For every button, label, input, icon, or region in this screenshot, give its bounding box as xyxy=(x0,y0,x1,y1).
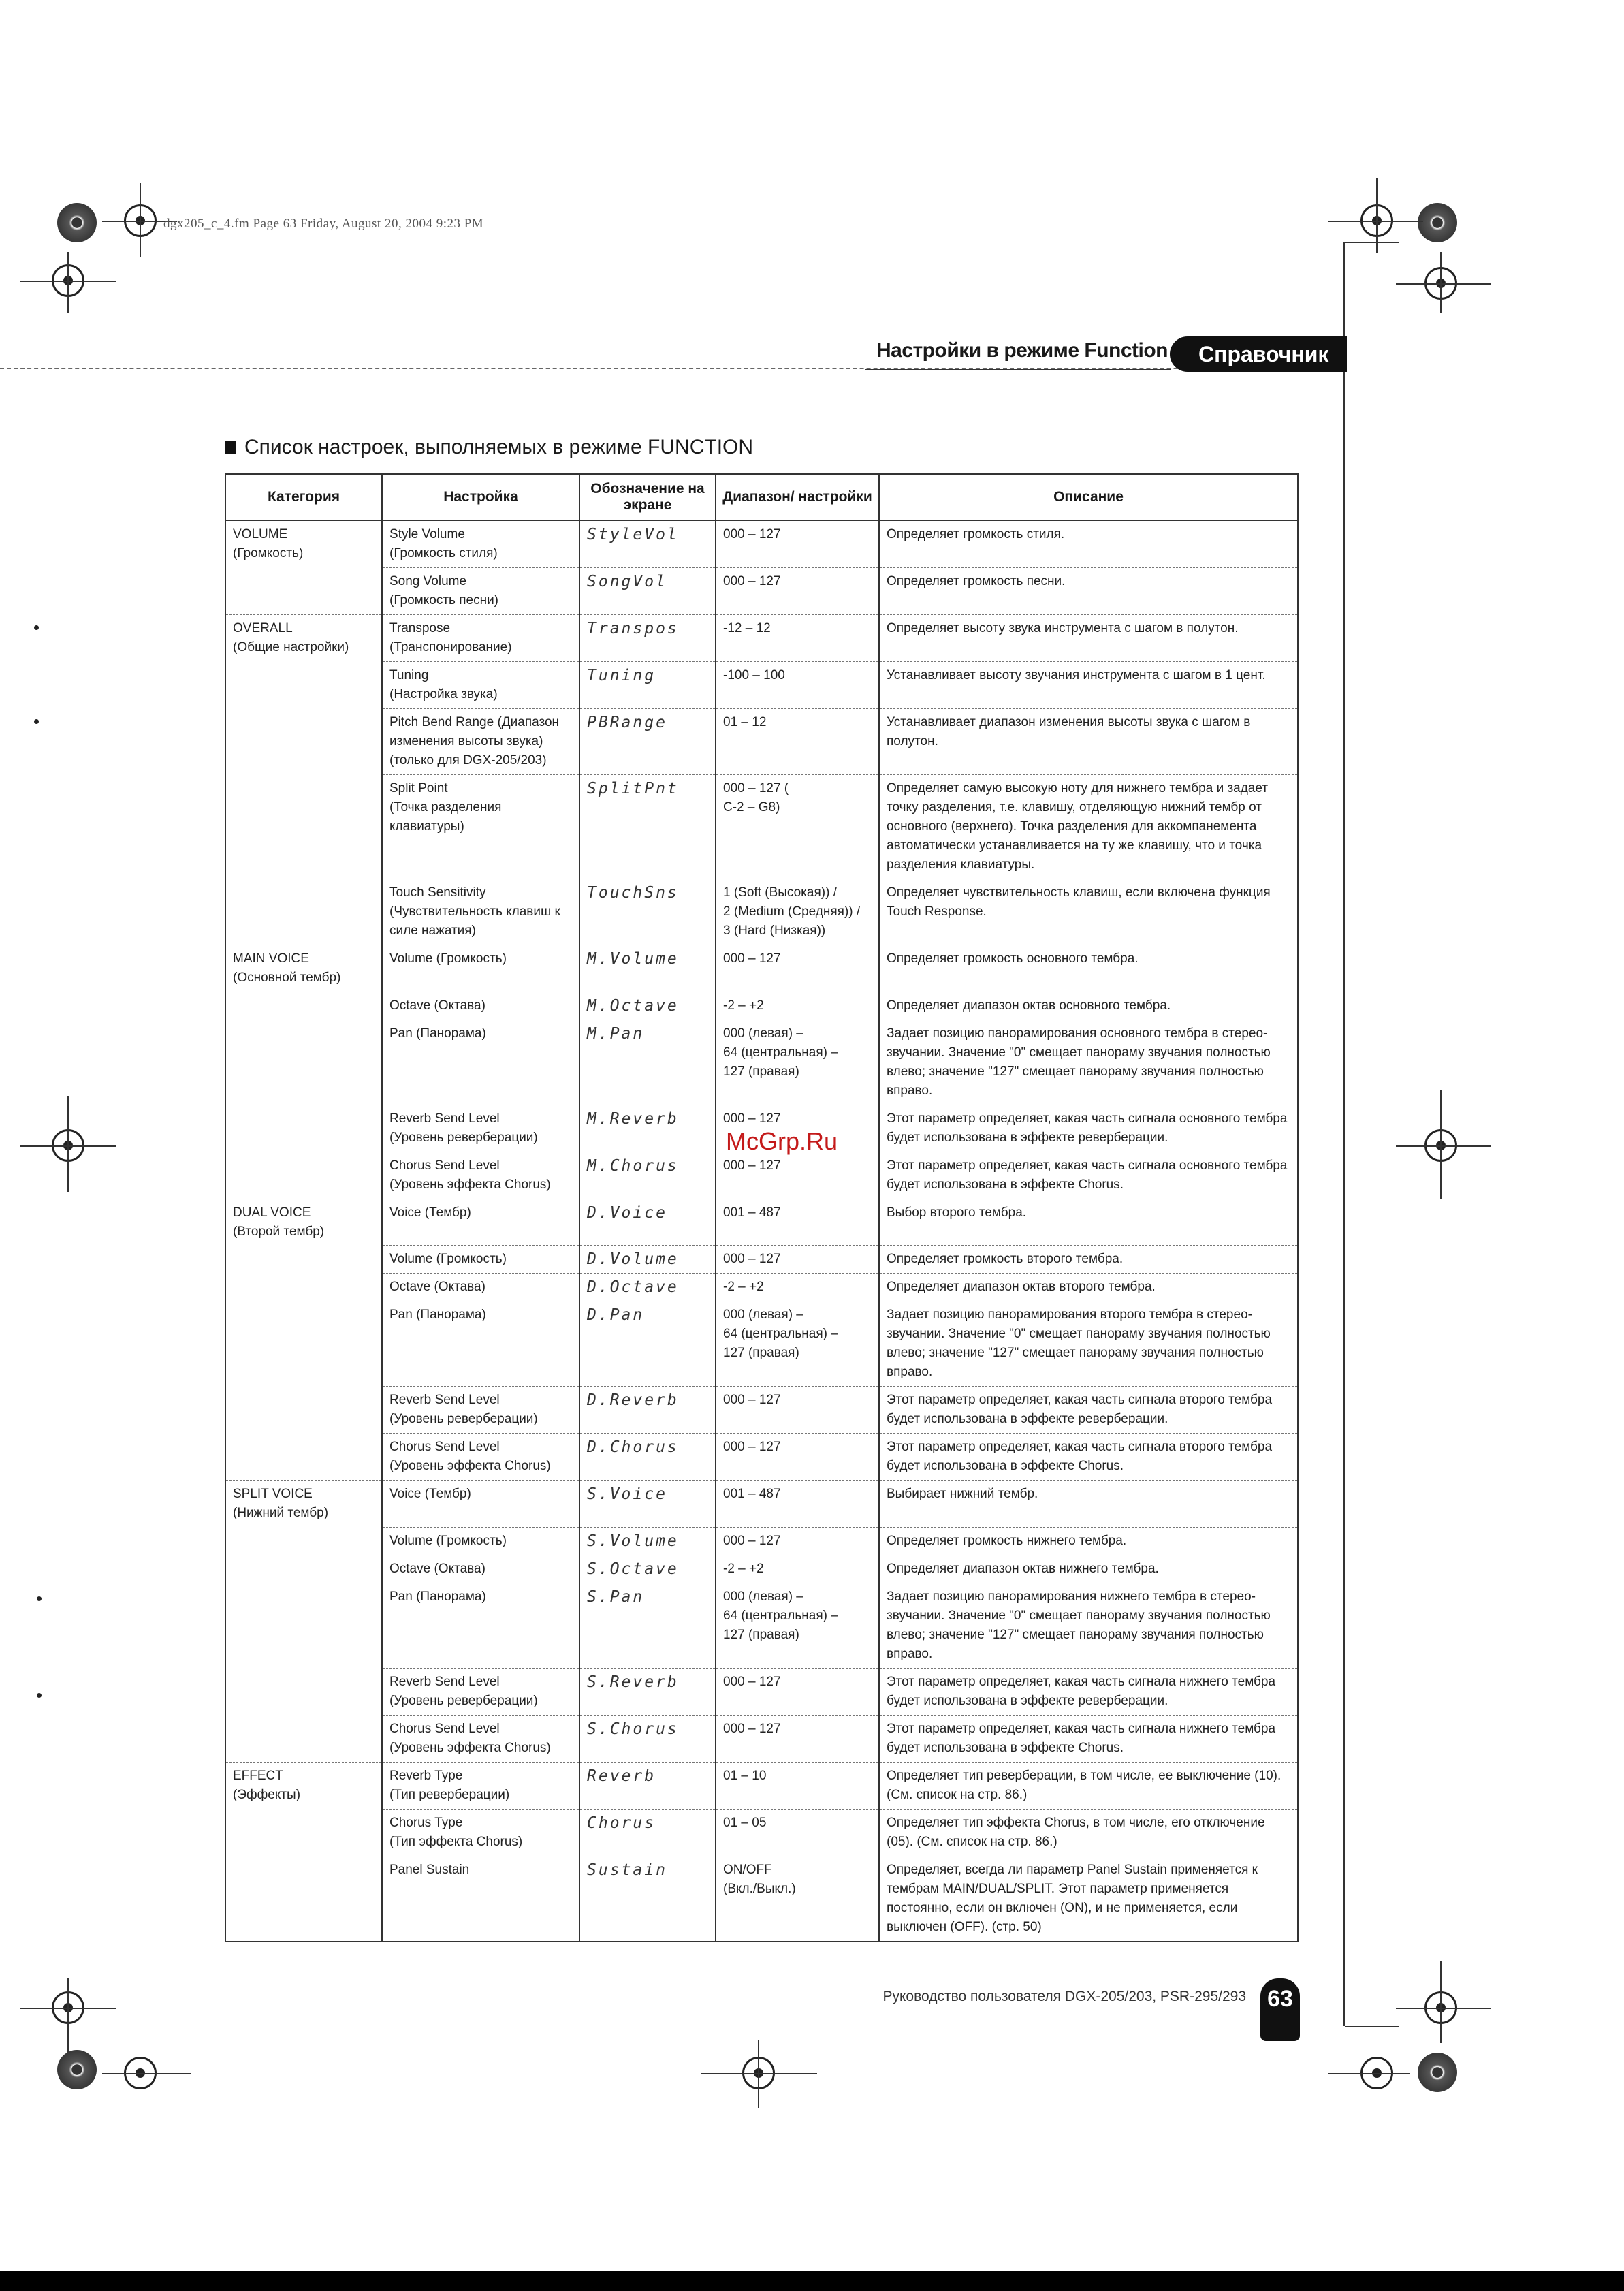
table-row xyxy=(225,992,1298,1020)
range-cell: 000 (левая) – 64 (центральная) – 127 (правая) xyxy=(716,1020,879,1105)
category-cell xyxy=(225,662,382,709)
range-cell: 000 – 127 xyxy=(716,945,879,992)
description-cell: Этот параметр определяет, какая часть сигнала второго тембра будет использована в эффекте Chorus. xyxy=(879,1434,1298,1481)
category-cell xyxy=(225,1527,382,1555)
display-cell: S.Chorus xyxy=(579,1715,716,1762)
description-cell: Определяет тип эффекта Chorus, в том числе, его отключение (05). (См. список на стр. 86.) xyxy=(879,1809,1298,1856)
table-row xyxy=(225,1715,1298,1762)
range-cell: 000 (левая) – 64 (центральная) – 127 (правая) xyxy=(716,1583,879,1668)
table-row xyxy=(225,945,1298,992)
setting-cell: Octave (Октава) xyxy=(382,1274,579,1301)
range-cell: 000 – 127 xyxy=(716,568,879,615)
display-cell: M.Volume xyxy=(579,945,716,992)
setting-cell: Style Volume (Громкость стиля) xyxy=(382,520,579,568)
setting-cell: Reverb Type (Тип реверберации) xyxy=(382,1762,579,1809)
table-row xyxy=(225,1246,1298,1274)
range-cell: 01 – 12 xyxy=(716,709,879,775)
range-cell: 000 – 127 xyxy=(716,1152,879,1199)
description-cell: Определяет самую высокую ноту для нижнего тембра и задает точку разделения, т.е. клавишу, отделяющую нижний тембр от основного (верхнего). Точка разделения для аккомпанемента автоматически устанавливается на ту же клавишу, что и точка разделения клавиатуры. xyxy=(879,775,1298,879)
category-cell xyxy=(225,1105,382,1152)
trim-line xyxy=(1345,242,1399,243)
category-cell: MAIN VOICE (Основной тембр) xyxy=(225,945,382,992)
category-cell xyxy=(225,1301,382,1387)
range-cell: -2 – +2 xyxy=(716,1555,879,1583)
display-cell: D.Reverb xyxy=(579,1387,716,1434)
category-cell xyxy=(225,1434,382,1481)
table-row xyxy=(225,709,1298,775)
display-cell: PBRange xyxy=(579,709,716,775)
table-row xyxy=(225,1856,1298,1942)
category-cell: DUAL VOICE (Второй тембр) xyxy=(225,1199,382,1246)
description-cell: Определяет громкость песни. xyxy=(879,568,1298,615)
category-cell xyxy=(225,709,382,775)
setting-cell: Pan (Панорама) xyxy=(382,1301,579,1387)
description-cell: Определяет громкость стиля. xyxy=(879,520,1298,568)
range-cell: 000 – 127 xyxy=(716,1668,879,1715)
description-cell: Определяет чувствительность клавиш, если включена функция Touch Response. xyxy=(879,879,1298,945)
display-cell: S.Pan xyxy=(579,1583,716,1668)
display-cell: Reverb xyxy=(579,1762,716,1809)
display-cell: M.Chorus xyxy=(579,1152,716,1199)
description-cell: Определяет тип реверберации, в том числе, ее выключение (10). (См. список на стр. 86.) xyxy=(879,1762,1298,1809)
description-cell: Определяет громкость основного тембра. xyxy=(879,945,1298,992)
range-cell: 000 – 127 xyxy=(716,1527,879,1555)
crop-mark-icon xyxy=(102,2073,191,2074)
category-cell xyxy=(225,1668,382,1715)
range-cell: -100 – 100 xyxy=(716,662,879,709)
category-cell: OVERALL (Общие настройки) xyxy=(225,615,382,662)
range-cell: 000 – 127 xyxy=(716,1715,879,1762)
table-row xyxy=(225,662,1298,709)
category-cell xyxy=(225,992,382,1020)
category-cell xyxy=(225,1715,382,1762)
margin-dot xyxy=(37,1693,42,1698)
table-header-row xyxy=(225,474,1298,520)
page-edge xyxy=(1343,242,1345,2026)
column-header: Настройка xyxy=(382,474,579,520)
range-cell: 01 – 05 xyxy=(716,1809,879,1856)
crop-mark-icon xyxy=(701,2073,817,2074)
setting-cell: Reverb Send Level (Уровень реверберации) xyxy=(382,1668,579,1715)
table-row xyxy=(225,1555,1298,1583)
range-cell: 000 (левая) – 64 (центральная) – 127 (правая) xyxy=(716,1301,879,1387)
range-cell: 1 (Soft (Высокая)) / 2 (Medium (Средняя)) / 3 (Hard (Низкая)) xyxy=(716,879,879,945)
category-cell xyxy=(225,1020,382,1105)
description-cell: Определяет диапазон октав нижнего тембра. xyxy=(879,1555,1298,1583)
setting-cell: Volume (Громкость) xyxy=(382,1246,579,1274)
description-cell: Устанавливает диапазон изменения высоты звука с шагом в полутон. xyxy=(879,709,1298,775)
setting-cell: Pitch Bend Range (Диапазон изменения высоты звука) (только для DGX-205/203) xyxy=(382,709,579,775)
description-cell: Выбирает нижний тембр. xyxy=(879,1481,1298,1528)
range-cell: 000 – 127 xyxy=(716,520,879,568)
category-cell xyxy=(225,1809,382,1856)
header-rule xyxy=(865,369,1171,370)
trim-line xyxy=(1345,2026,1399,2027)
display-cell: M.Reverb xyxy=(579,1105,716,1152)
page-number: 63 xyxy=(1260,1978,1300,2041)
range-cell: 000 – 127 ( C-2 – G8) xyxy=(716,775,879,879)
section-title: Настройки в режиме Function xyxy=(876,339,1168,362)
display-cell: D.Octave xyxy=(579,1274,716,1301)
setting-cell: Touch Sensitivity (Чувствительность клавиш к силе нажатия) xyxy=(382,879,579,945)
display-cell: SongVol xyxy=(579,568,716,615)
description-cell: Определяет громкость второго тембра. xyxy=(879,1246,1298,1274)
category-cell xyxy=(225,1555,382,1583)
table-row xyxy=(225,879,1298,945)
table-row xyxy=(225,1481,1298,1528)
footer-manual-title: Руководство пользователя DGX-205/203, PSR-295/293 xyxy=(882,1989,1246,2004)
category-cell xyxy=(225,879,382,945)
table-body xyxy=(225,520,1298,1942)
scan-bottom-edge xyxy=(0,2271,1624,2291)
setting-cell: Volume (Громкость) xyxy=(382,945,579,992)
setting-cell: Volume (Громкость) xyxy=(382,1527,579,1555)
description-cell: Этот параметр определяет, какая часть сигнала основного тембра будет использована в эффекте реверберации. xyxy=(879,1105,1298,1152)
display-cell: S.Volume xyxy=(579,1527,716,1555)
registration-starburst-icon xyxy=(1418,2053,1457,2092)
display-cell: D.Voice xyxy=(579,1199,716,1246)
crop-mark-icon xyxy=(1440,1090,1442,1199)
description-cell: Задает позицию панорамирования нижнего тембра в стерео-звучании. Значение "0" смещает панораму звучания полностью влево; значение "127" смещает панораму звучания полностью вправо. xyxy=(879,1583,1298,1668)
crop-mark-icon xyxy=(1396,2008,1491,2009)
setting-cell: Octave (Октава) xyxy=(382,1555,579,1583)
list-title-text: Список настроек, выполняемых в режиме FUNCTION xyxy=(244,436,754,458)
table-row xyxy=(225,520,1298,568)
setting-cell: Chorus Send Level (Уровень эффекта Chorus) xyxy=(382,1152,579,1199)
table-row xyxy=(225,1762,1298,1809)
table-row xyxy=(225,1527,1298,1555)
crop-mark-icon xyxy=(758,2040,759,2108)
setting-cell: Octave (Октава) xyxy=(382,992,579,1020)
range-cell: ON/OFF (Вкл./Выкл.) xyxy=(716,1856,879,1942)
list-title xyxy=(225,436,753,459)
column-header: Описание xyxy=(879,474,1298,520)
column-header: Диапазон/ настройки xyxy=(716,474,879,520)
setting-cell: Transpose (Транспонирование) xyxy=(382,615,579,662)
range-cell: 01 – 10 xyxy=(716,1762,879,1809)
setting-cell: Pan (Панорама) xyxy=(382,1020,579,1105)
category-cell xyxy=(225,775,382,879)
crop-mark-icon xyxy=(67,1096,69,1192)
square-bullet-icon xyxy=(225,441,236,454)
description-cell: Задает позицию панорамирования второго тембра в стерео-звучании. Значение "0" смещает панораму звучания полностью влево; значение "127" смещает панораму звучания полностью вправо. xyxy=(879,1301,1298,1387)
setting-cell: Tuning (Настройка звука) xyxy=(382,662,579,709)
description-cell: Определяет диапазон октав второго тембра. xyxy=(879,1274,1298,1301)
reference-tab: Справочник xyxy=(1170,336,1347,372)
registration-starburst-icon xyxy=(57,2050,97,2089)
description-cell: Этот параметр определяет, какая часть сигнала нижнего тембра будет использована в эффекте реверберации. xyxy=(879,1668,1298,1715)
range-cell: 001 – 487 xyxy=(716,1199,879,1246)
display-cell: Chorus xyxy=(579,1809,716,1856)
setting-cell: Reverb Send Level (Уровень реверберации) xyxy=(382,1387,579,1434)
registration-starburst-icon xyxy=(57,203,97,242)
range-cell: -12 – 12 xyxy=(716,615,879,662)
description-cell: Задает позицию панорамирования основного тембра в стерео-звучании. Значение "0" смещает панораму звучания полностью влево; значение "127" смещает панораму звучания полностью вправо. xyxy=(879,1020,1298,1105)
setting-cell: Split Point (Точка разделения клавиатуры) xyxy=(382,775,579,879)
registration-starburst-icon xyxy=(1418,203,1457,242)
column-header: Обозначение на экране xyxy=(579,474,716,520)
crop-mark-icon xyxy=(1328,2073,1410,2074)
category-cell xyxy=(225,1152,382,1199)
display-cell: M.Octave xyxy=(579,992,716,1020)
crop-mark-icon xyxy=(1328,221,1423,222)
crop-mark-icon xyxy=(140,183,141,257)
range-cell: -2 – +2 xyxy=(716,992,879,1020)
table-row xyxy=(225,568,1298,615)
display-cell: StyleVol xyxy=(579,520,716,568)
description-cell: Устанавливает высоту звучания инструмента с шагом в 1 цент. xyxy=(879,662,1298,709)
display-cell: M.Pan xyxy=(579,1020,716,1105)
table-row xyxy=(225,1668,1298,1715)
range-cell: 001 – 487 xyxy=(716,1481,879,1528)
display-cell: Tuning xyxy=(579,662,716,709)
setting-cell: Chorus Send Level (Уровень эффекта Chorus) xyxy=(382,1434,579,1481)
category-cell: EFFECT (Эффекты) xyxy=(225,1762,382,1809)
crop-mark-icon xyxy=(67,252,69,313)
watermark: McGrp.Ru xyxy=(726,1127,838,1155)
display-cell: S.Voice xyxy=(579,1481,716,1528)
print-header: dgx205_c_4.fm Page 63 Friday, August 20, 2004 9:23 PM xyxy=(163,217,484,231)
table-row xyxy=(225,1020,1298,1105)
display-cell: Transpos xyxy=(579,615,716,662)
display-cell: D.Pan xyxy=(579,1301,716,1387)
setting-cell: Song Volume (Громкость песни) xyxy=(382,568,579,615)
setting-cell: Pan (Панорама) xyxy=(382,1583,579,1668)
display-cell: S.Reverb xyxy=(579,1668,716,1715)
description-cell: Выбор второго тембра. xyxy=(879,1199,1298,1246)
display-cell: Sustain xyxy=(579,1856,716,1942)
display-cell: D.Volume xyxy=(579,1246,716,1274)
setting-cell: Panel Sustain xyxy=(382,1856,579,1942)
display-cell: S.Octave xyxy=(579,1555,716,1583)
table-row xyxy=(225,1301,1298,1387)
table-row xyxy=(225,1809,1298,1856)
description-cell: Этот параметр определяет, какая часть сигнала второго тембра будет использована в эффекте реверберации. xyxy=(879,1387,1298,1434)
display-cell: TouchSns xyxy=(579,879,716,945)
setting-cell: Reverb Send Level (Уровень реверберации) xyxy=(382,1105,579,1152)
crop-mark-icon xyxy=(1396,283,1491,285)
table-row xyxy=(225,1152,1298,1199)
range-cell: 000 – 127 xyxy=(716,1105,879,1152)
crop-mark-icon xyxy=(1396,1146,1491,1147)
range-cell: -2 – +2 xyxy=(716,1274,879,1301)
description-cell: Этот параметр определяет, какая часть сигнала нижнего тембра будет использована в эффекте Chorus. xyxy=(879,1715,1298,1762)
column-header: Категория xyxy=(225,474,382,520)
category-cell xyxy=(225,1274,382,1301)
crop-mark-icon xyxy=(67,1978,69,2060)
range-cell: 000 – 127 xyxy=(716,1246,879,1274)
category-cell xyxy=(225,568,382,615)
description-cell: Определяет диапазон октав основного тембра. xyxy=(879,992,1298,1020)
setting-cell: Voice (Тембр) xyxy=(382,1199,579,1246)
display-cell: SplitPnt xyxy=(579,775,716,879)
description-cell: Определяет, всегда ли параметр Panel Sustain применяется к тембрам MAIN/DUAL/SPLIT. Этот параметр применяется постоянно, если он включен (ON), и не применяется, если выключен (OFF). (стр. 50) xyxy=(879,1856,1298,1942)
category-cell xyxy=(225,1387,382,1434)
description-cell: Этот параметр определяет, какая часть сигнала основного тембра будет использована в эффекте Chorus. xyxy=(879,1152,1298,1199)
table-row xyxy=(225,615,1298,662)
description-cell: Определяет громкость нижнего тембра. xyxy=(879,1527,1298,1555)
margin-dot xyxy=(34,719,39,724)
table-row xyxy=(225,1434,1298,1481)
table-row xyxy=(225,1199,1298,1246)
range-cell: 000 – 127 xyxy=(716,1387,879,1434)
margin-dot xyxy=(37,1596,42,1601)
setting-cell: Voice (Тембр) xyxy=(382,1481,579,1528)
category-cell xyxy=(225,1856,382,1942)
setting-cell: Chorus Send Level (Уровень эффекта Chorus) xyxy=(382,1715,579,1762)
crop-mark-icon xyxy=(1440,1961,1442,2043)
function-settings-table xyxy=(225,473,1299,1942)
table-row xyxy=(225,775,1298,879)
setting-cell: Chorus Type (Тип эффекта Chorus) xyxy=(382,1809,579,1856)
range-cell: 000 – 127 xyxy=(716,1434,879,1481)
category-cell xyxy=(225,1583,382,1668)
crop-mark-icon xyxy=(1440,252,1442,313)
category-cell xyxy=(225,1246,382,1274)
table-row xyxy=(225,1274,1298,1301)
display-cell: D.Chorus xyxy=(579,1434,716,1481)
table-row xyxy=(225,1583,1298,1668)
category-cell: VOLUME (Громкость) xyxy=(225,520,382,568)
description-cell: Определяет высоту звука инструмента с шагом в полутон. xyxy=(879,615,1298,662)
table-row xyxy=(225,1387,1298,1434)
category-cell: SPLIT VOICE (Нижний тембр) xyxy=(225,1481,382,1528)
margin-dot xyxy=(34,625,39,630)
